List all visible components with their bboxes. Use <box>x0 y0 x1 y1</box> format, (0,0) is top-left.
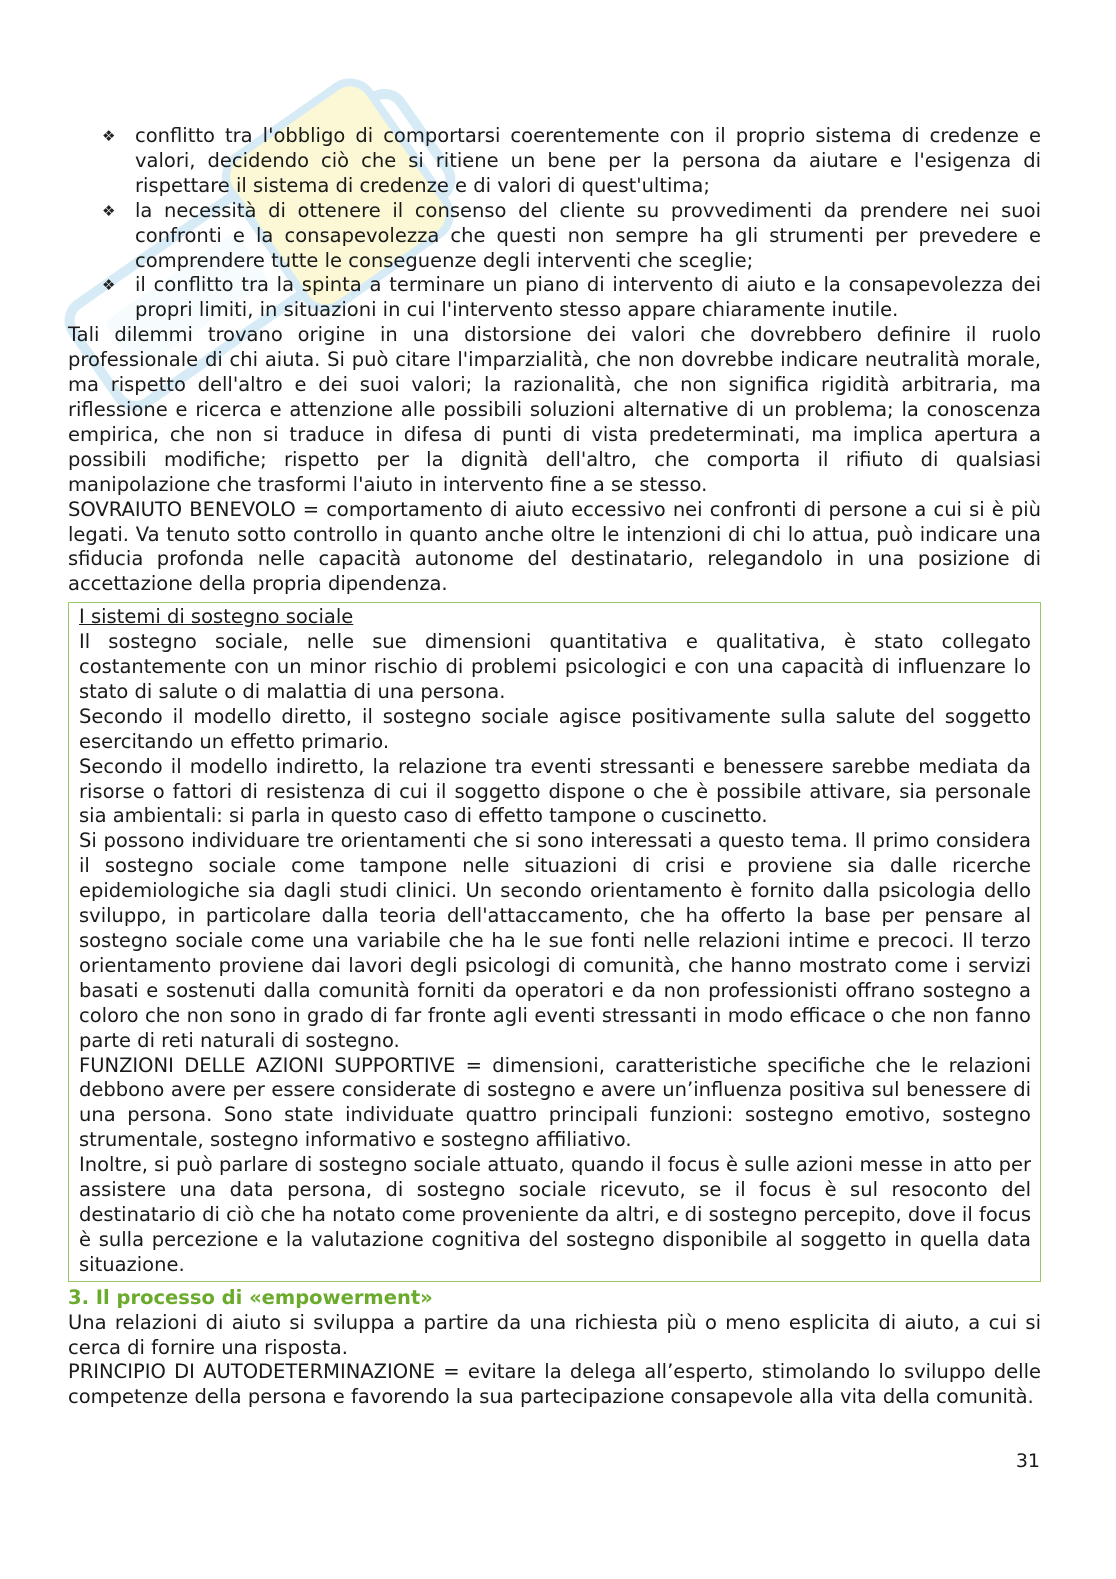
list-item <box>68 273 1041 323</box>
diamond-bullet-icon: ❖ <box>102 276 116 295</box>
box-paragraph: Il sostegno sociale, nelle sue dimensioni quantitativa e qualitativa, è stato collegato costantemente con un minor rischio di problemi psicologici e con una capacità di influenzare lo stato di salute o di malattia di una persona. <box>79 630 1031 703</box>
list-item-text: il conflitto tra la spinta a terminare un piano di intervento di aiuto e la consapevolezza dei propri limiti, in situazioni in cui l'intervento stesso appare chiaramente inutile. <box>135 273 1041 322</box>
box-title: I sistemi di sostegno sociale <box>79 605 354 629</box>
box-paragraph: FUNZIONI DELLE AZIONI SUPPORTIVE = dimensioni, caratteristiche specifiche che le relazioni debbono avere per essere considerate di sostegno e avere un’influenza positiva sul benessere di una persona. Sono state individuate quattro principali funzioni: sostegno emotivo, sostegno strumentale, sostegno informativo e sostegno affiliativo. <box>79 1053 1031 1152</box>
list-item-text: la necessità di ottenere il consenso del cliente su provvedimenti da prendere nei suoi confronti e la consapevolezza che questi non sempre ha gli strumenti per prevedere e comprendere tutte le conseguenze degli interventi che sceglie; <box>135 198 1041 272</box>
list-item <box>68 199 1041 274</box>
box-paragraph: Si possono individuare tre orientamenti che si sono interessati a questo tema. Il primo considera il sostegno sociale come tampone nelle situazioni di crisi e proviene sia dalle ricerche epidemiologiche sia dagli studi clinici. Un secondo orientamento è fornito dalla psicologia dello sviluppo, in particolare dalla teoria dell'attaccamento, che ha offerto la base per pensare al sostegno sociale come una variabile che ha le sue fonti nelle relazioni intime e precoci. Il terzo orientamento proviene dai lavori degli psicologi di comunità, che hanno mostrato come i servizi basati e sostenuti dalla comunità forniti da operatori e da non professionisti offrano sostegno a coloro che non sono in grado di far fronte agli eventi stressanti in modo efficace o che non fanno parte di reti naturali di sostegno. <box>79 829 1031 1052</box>
section-paragraph: PRINCIPIO DI AUTODETERMINAZIONE = evitare la delega all’esperto, stimolando lo sviluppo delle competenze della persona e favorendo la sua partecipazione consapevole alla vita della comunità. <box>68 1360 1041 1409</box>
dilemma-list <box>68 124 1041 323</box>
list-item-text: conflitto tra l'obbligo di comportarsi coerentemente con il proprio sistema di credenze e valori, decidendo ciò che si ritiene un bene per la persona da aiutare e l'esigenza di rispettare il sistema di credenze e di valori di quest'ultima; <box>135 124 1041 197</box>
diamond-bullet-icon: ❖ <box>102 201 116 220</box>
sostegno-sociale-box <box>68 602 1041 1281</box>
list-item <box>68 124 1041 199</box>
paragraph-dilemmi: Tali dilemmi trovano origine in una distorsione dei valori che dovrebbero definire il ruolo professionale di chi aiuta. Si può citare l'imparzialità, che non dovrebbe indicare neutralità morale, ma rispetto dell'altro e dei suoi valori; la razionalità, che non significa rigidità arbitraria, ma riflessione e ricerca e attenzione alle possibili soluzioni alternative di un problema; la conoscenza empirica, che non si traduce in difesa di punti di vista predeterminati, ma implica apertura a possibili modifiche; rispetto per la dignità dell'altro, che comporta il rifiuto di qualsiasi manipolazione che trasformi l'aiuto in intervento fine a se stesso. <box>68 323 1041 496</box>
box-paragraph: Inoltre, si può parlare di sostegno sociale attuato, quando il focus è sulle azioni messe in atto per assistere una data persona, di sostegno sociale ricevuto, se il focus è sul resoconto del destinatario di ciò che ha notato come proveniente da altri, e di sostegno percepito, dove il focus è sulla percezione e la valutazione cognitiva del sostegno disponibile al soggetto in quella data situazione. <box>79 1153 1031 1276</box>
page-content <box>68 124 1041 1410</box>
box-paragraph: Secondo il modello diretto, il sostegno sociale agisce positivamente sulla salute del soggetto esercitando un effetto primario. <box>79 704 1031 753</box>
box-paragraph: Secondo il modello indiretto, la relazione tra eventi stressanti e benessere sarebbe mediata da risorse o fattori di resistenza di cui il soggetto dispone o che è possibile attivare, sia personale sia ambientali: si parla in questo caso di effetto tampone o cuscinetto. <box>79 754 1031 828</box>
page-number: 31 <box>1015 1450 1040 1472</box>
section-paragraph: Una relazioni di aiuto si sviluppa a partire da una richiesta più o meno esplicita di aiuto, a cui si cerca di fornire una risposta. <box>68 1310 1041 1359</box>
diamond-bullet-icon: ❖ <box>102 127 116 145</box>
paragraph-sovraiuto: SOVRAIUTO BENEVOLO = comportamento di aiuto eccessivo nei confronti di persone a cui si è più legati. Va tenuto sotto controllo in quanto anche oltre le intenzioni di chi lo attua, può indicare una sfiducia profonda nelle capacità autonome del destinatario, relegandolo in una posizione di accettazione della propria dipendenza. <box>68 497 1041 596</box>
section-heading: 3. Il processo di «empowerment» <box>68 1285 433 1309</box>
